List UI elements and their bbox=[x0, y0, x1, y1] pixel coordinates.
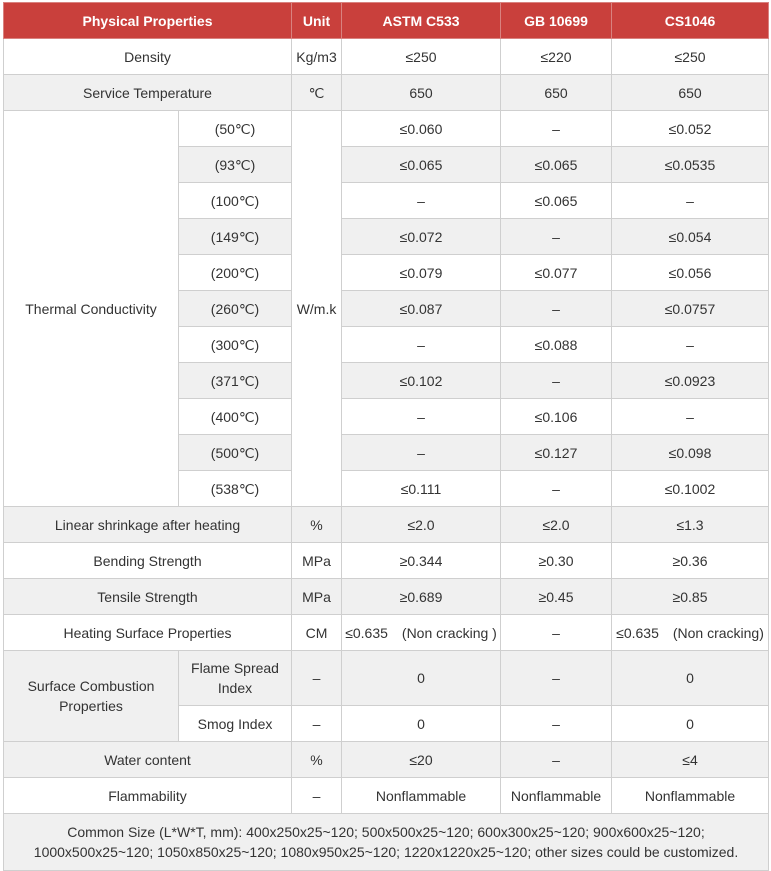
row-flammability bbox=[4, 778, 769, 814]
flammability-unit: – bbox=[292, 778, 342, 814]
thermal-temp: (260℃) bbox=[179, 291, 292, 327]
thermal-unit: W/m.k bbox=[292, 111, 342, 507]
water-label: Water content bbox=[4, 742, 292, 778]
bending-gb: ≥0.30 bbox=[501, 543, 612, 579]
row-heating-surface bbox=[4, 615, 769, 651]
thermal-cs: ≤0.054 bbox=[612, 219, 769, 255]
thermal-temp: (400℃) bbox=[179, 399, 292, 435]
thermal-cs: ≤0.056 bbox=[612, 255, 769, 291]
thermal-gb: ≤0.127 bbox=[501, 435, 612, 471]
tensile-unit: MPa bbox=[292, 579, 342, 615]
bending-astm: ≥0.344 bbox=[342, 543, 501, 579]
water-unit: % bbox=[292, 742, 342, 778]
thermal-cs: ≤0.0535 bbox=[612, 147, 769, 183]
row-common-size bbox=[4, 814, 769, 871]
surface-combustion-label: Surface Combustion Properties bbox=[4, 651, 179, 742]
thermal-temp: (538℃) bbox=[179, 471, 292, 507]
row-density bbox=[4, 39, 769, 75]
flammability-label: Flammability bbox=[4, 778, 292, 814]
header-unit: Unit bbox=[292, 3, 342, 39]
service-temp-gb: 650 bbox=[501, 75, 612, 111]
thermal-gb: ≤0.106 bbox=[501, 399, 612, 435]
linear-shrinkage-label: Linear shrinkage after heating bbox=[4, 507, 292, 543]
thermal-astm: – bbox=[342, 327, 501, 363]
header-astm-c533: ASTM C533 bbox=[342, 3, 501, 39]
row-bending-strength bbox=[4, 543, 769, 579]
smog-index-label: Smog Index bbox=[179, 706, 292, 742]
thermal-astm: ≤0.102 bbox=[342, 363, 501, 399]
row-linear-shrinkage bbox=[4, 507, 769, 543]
bending-label: Bending Strength bbox=[4, 543, 292, 579]
heating-surface-label: Heating Surface Properties bbox=[4, 615, 292, 651]
header-row bbox=[4, 3, 769, 39]
thermal-temp: (500℃) bbox=[179, 435, 292, 471]
thermal-gb: – bbox=[501, 363, 612, 399]
thermal-astm: – bbox=[342, 399, 501, 435]
service-temp-unit: ℃ bbox=[292, 75, 342, 111]
water-cs: ≤4 bbox=[612, 742, 769, 778]
flame-spread-gb: – bbox=[501, 651, 612, 706]
flame-spread-cs: 0 bbox=[612, 651, 769, 706]
thermal-temp: (200℃) bbox=[179, 255, 292, 291]
tensile-label: Tensile Strength bbox=[4, 579, 292, 615]
thermal-astm: – bbox=[342, 183, 501, 219]
thermal-temp: (149℃) bbox=[179, 219, 292, 255]
water-astm: ≤20 bbox=[342, 742, 501, 778]
row-thermal-50 bbox=[4, 111, 769, 147]
smog-index-astm: 0 bbox=[342, 706, 501, 742]
thermal-temp: (371℃) bbox=[179, 363, 292, 399]
common-size-note bbox=[4, 814, 769, 871]
heating-surface-astm: ≤0.635 (Non cracking ) bbox=[342, 615, 501, 651]
row-service-temperature bbox=[4, 75, 769, 111]
row-tensile-strength bbox=[4, 579, 769, 615]
thermal-astm: ≤0.087 bbox=[342, 291, 501, 327]
thermal-gb: – bbox=[501, 471, 612, 507]
flammability-gb: Nonflammable bbox=[501, 778, 612, 814]
tensile-astm: ≥0.689 bbox=[342, 579, 501, 615]
thermal-temp: (93℃) bbox=[179, 147, 292, 183]
header-physical-properties: Physical Properties bbox=[4, 3, 292, 39]
thermal-astm: – bbox=[342, 435, 501, 471]
density-unit: Kg/m3 bbox=[292, 39, 342, 75]
density-cs: ≤250 bbox=[612, 39, 769, 75]
thermal-astm: ≤0.065 bbox=[342, 147, 501, 183]
smog-index-gb: – bbox=[501, 706, 612, 742]
thermal-gb: ≤0.088 bbox=[501, 327, 612, 363]
flame-spread-unit: – bbox=[292, 651, 342, 706]
linear-shrinkage-unit: % bbox=[292, 507, 342, 543]
flame-spread-astm: 0 bbox=[342, 651, 501, 706]
tensile-cs: ≥0.85 bbox=[612, 579, 769, 615]
thermal-astm: ≤0.079 bbox=[342, 255, 501, 291]
properties-table bbox=[3, 2, 769, 871]
flammability-astm: Nonflammable bbox=[342, 778, 501, 814]
thermal-cs: ≤0.0923 bbox=[612, 363, 769, 399]
thermal-gb: – bbox=[501, 111, 612, 147]
water-gb: – bbox=[501, 742, 612, 778]
linear-shrinkage-astm: ≤2.0 bbox=[342, 507, 501, 543]
thermal-temp: (50℃) bbox=[179, 111, 292, 147]
common-size-line-1: Common Size (L*W*T, mm): 400x250x25~120; 500x500x25~120; 600x300x25~120; 900x600x25~120; bbox=[67, 824, 705, 840]
row-flame-spread bbox=[4, 651, 769, 706]
common-size-line-2: 1000x500x25~120; 1050x850x25~120; 1080x950x25~120; 1220x1220x25~120; other sizes could be customized. bbox=[33, 844, 739, 860]
smog-index-cs: 0 bbox=[612, 706, 769, 742]
thermal-temp: (100℃) bbox=[179, 183, 292, 219]
header-gb-10699: GB 10699 bbox=[501, 3, 612, 39]
bending-unit: MPa bbox=[292, 543, 342, 579]
thermal-cs: ≤0.052 bbox=[612, 111, 769, 147]
thermal-astm: ≤0.072 bbox=[342, 219, 501, 255]
row-water-content bbox=[4, 742, 769, 778]
service-temp-cs: 650 bbox=[612, 75, 769, 111]
thermal-temp: (300℃) bbox=[179, 327, 292, 363]
service-temp-label: Service Temperature bbox=[4, 75, 292, 111]
service-temp-astm: 650 bbox=[342, 75, 501, 111]
flame-spread-label: Flame Spread Index bbox=[179, 651, 292, 706]
header-cs1046: CS1046 bbox=[612, 3, 769, 39]
tensile-gb: ≥0.45 bbox=[501, 579, 612, 615]
heating-surface-cs: ≤0.635 (Non cracking) bbox=[612, 615, 769, 651]
density-gb: ≤220 bbox=[501, 39, 612, 75]
thermal-astm: ≤0.111 bbox=[342, 471, 501, 507]
thermal-gb: ≤0.065 bbox=[501, 147, 612, 183]
thermal-cs: ≤0.098 bbox=[612, 435, 769, 471]
thermal-cs: – bbox=[612, 327, 769, 363]
linear-shrinkage-gb: ≤2.0 bbox=[501, 507, 612, 543]
thermal-cs: – bbox=[612, 183, 769, 219]
flammability-cs: Nonflammable bbox=[612, 778, 769, 814]
thermal-cs: ≤0.1002 bbox=[612, 471, 769, 507]
density-label: Density bbox=[4, 39, 292, 75]
linear-shrinkage-cs: ≤1.3 bbox=[612, 507, 769, 543]
thermal-cs: ≤0.0757 bbox=[612, 291, 769, 327]
thermal-gb: – bbox=[501, 291, 612, 327]
heating-surface-gb: – bbox=[501, 615, 612, 651]
heating-surface-unit: CM bbox=[292, 615, 342, 651]
thermal-cs: – bbox=[612, 399, 769, 435]
bending-cs: ≥0.36 bbox=[612, 543, 769, 579]
thermal-conductivity-label: Thermal Conductivity bbox=[4, 111, 179, 507]
thermal-gb: – bbox=[501, 219, 612, 255]
density-astm: ≤250 bbox=[342, 39, 501, 75]
thermal-gb: ≤0.077 bbox=[501, 255, 612, 291]
thermal-gb: ≤0.065 bbox=[501, 183, 612, 219]
smog-index-unit: – bbox=[292, 706, 342, 742]
thermal-astm: ≤0.060 bbox=[342, 111, 501, 147]
